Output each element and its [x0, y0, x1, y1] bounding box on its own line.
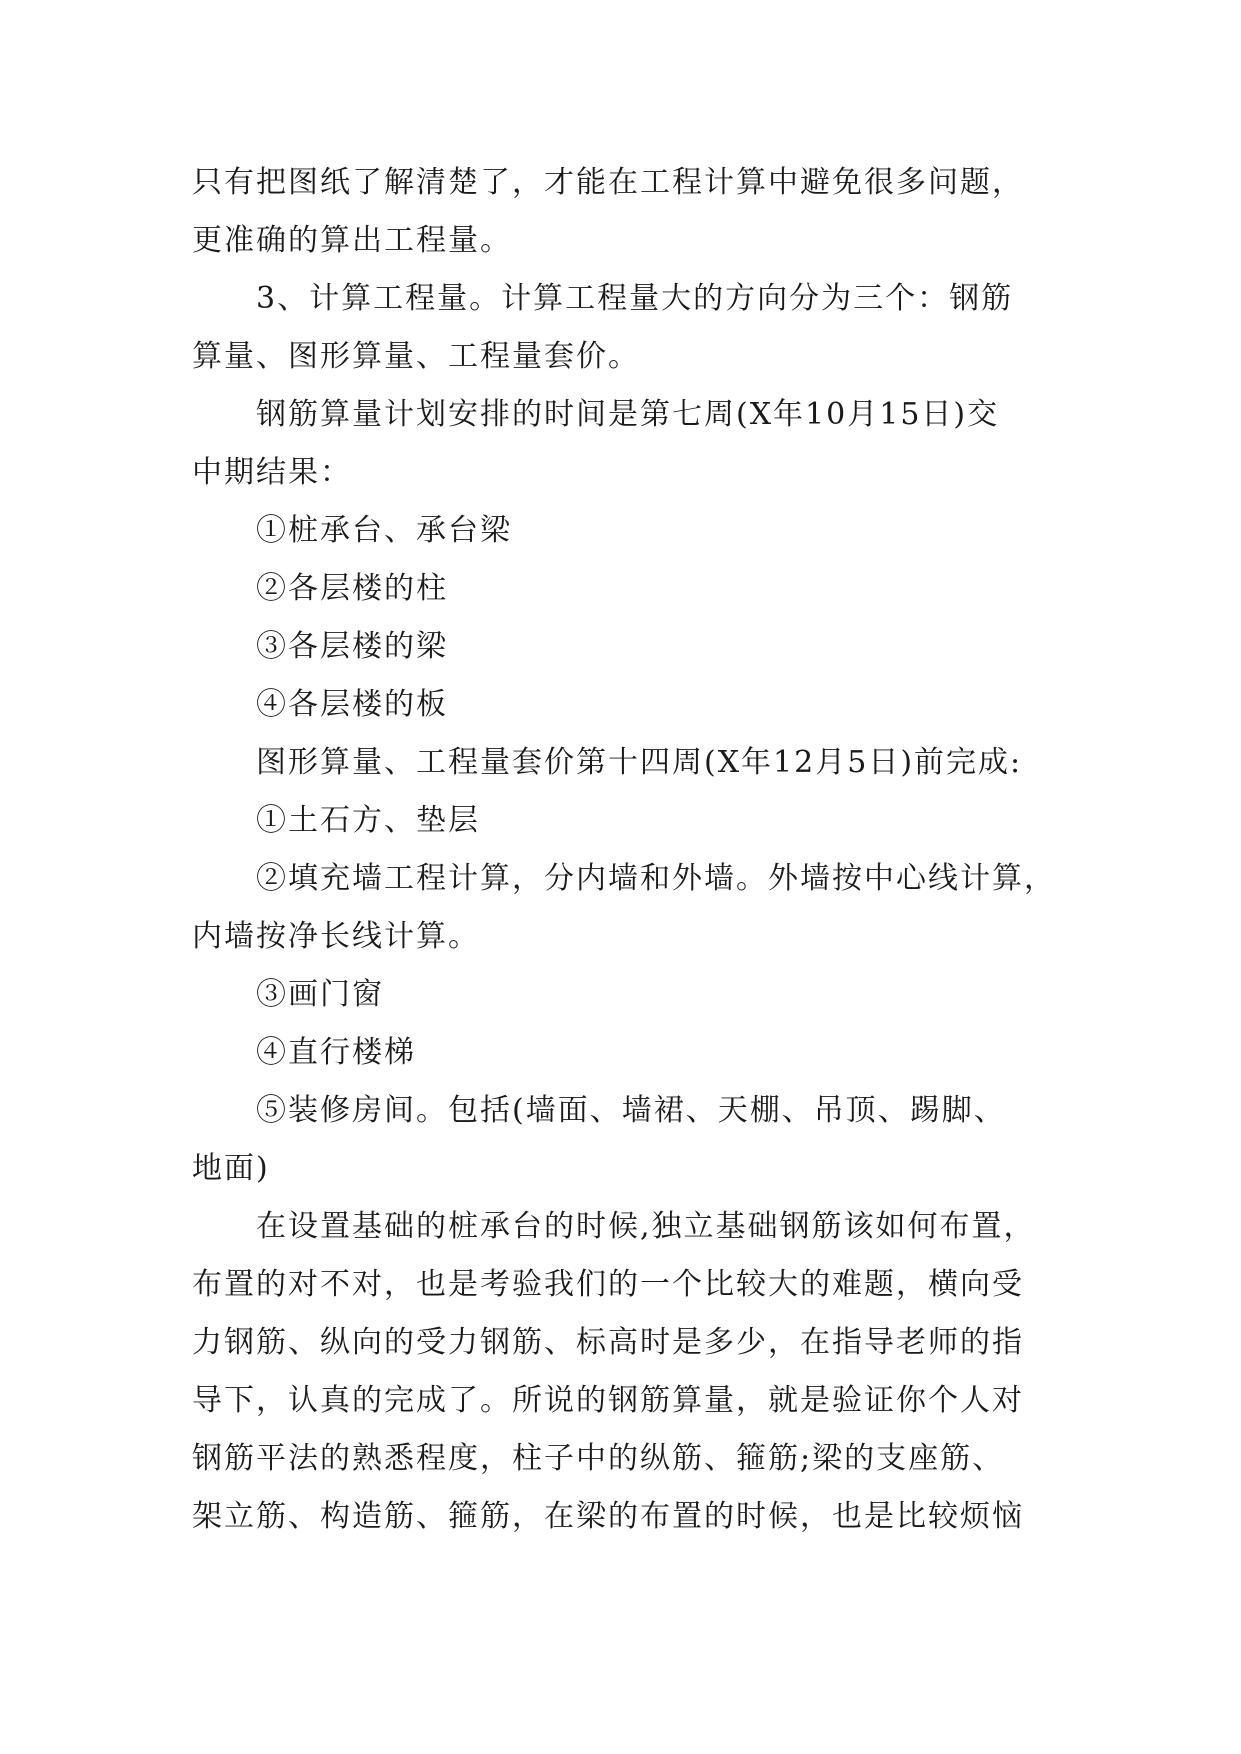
text-line: 只有把图纸了解清楚了，才能在工程计算中避免很多问题， [192, 165, 1024, 200]
text-line: 在设置基础的桩承台的时候,独立基础钢筋该如何布置， [256, 1209, 1036, 1244]
list-item: ②各层楼的柱 [256, 571, 448, 606]
list-item: ①土石方、垫层 [256, 803, 480, 838]
text-line: 钢筋平法的熟悉程度，柱子中的纵筋、箍筋;梁的支座筋、 [192, 1441, 1005, 1476]
list-item: ③各层楼的梁 [256, 629, 448, 664]
document-body [192, 154, 1054, 1546]
text-line: 图形算量、工程量套价第十四周(X年12月5日)前完成: [256, 745, 1023, 780]
text-line: 内墙按净长线计算。 [192, 919, 480, 954]
list-item: ④直行楼梯 [256, 1035, 416, 1070]
text-line: 更准确的算出工程量。 [192, 223, 512, 258]
list-item: ③画门窗 [256, 977, 384, 1012]
text-line: 中期结果： [192, 455, 352, 490]
text-line: 布置的对不对，也是考验我们的一个比较大的难题，横向受 [192, 1267, 1024, 1302]
list-item: ⑤装修房间。包括(墙面、墙裙、天棚、吊顶、踢脚、 [256, 1093, 1006, 1128]
text-line: 力钢筋、纵向的受力钢筋、标高时是多少，在指导老师的指 [192, 1325, 1024, 1360]
text-line: 3、计算工程量。计算工程量大的方向分为三个：钢筋 [256, 281, 1014, 316]
text-line: 架立筋、构造筋、箍筋，在梁的布置的时候，也是比较烦恼 [192, 1499, 1024, 1534]
text-line: 钢筋算量计划安排的时间是第七周(X年10月15日)交 [256, 397, 1000, 432]
text-line: 算量、图形算量、工程量套价。 [192, 339, 640, 374]
list-item: ②填充墙工程计算，分内墙和外墙。外墙按中心线计算， [256, 861, 1056, 896]
text-line: 导下，认真的完成了。所说的钢筋算量，就是验证你个人对 [192, 1383, 1024, 1418]
list-item: ④各层楼的板 [256, 687, 448, 722]
text-line: 地面) [192, 1151, 270, 1186]
list-item: ①桩承台、承台梁 [256, 513, 512, 548]
